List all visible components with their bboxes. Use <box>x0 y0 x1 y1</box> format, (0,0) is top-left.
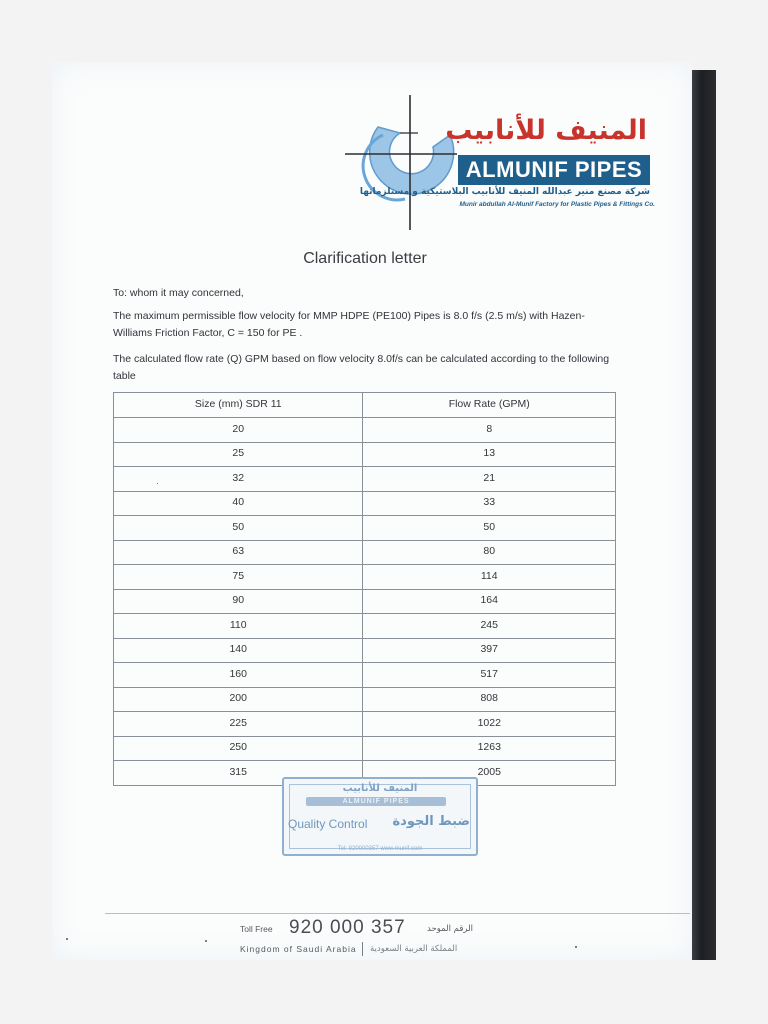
scan-speck <box>575 946 577 948</box>
scanner-shadow-edge <box>692 70 716 960</box>
table-body <box>114 418 616 786</box>
footer-phone-label-arabic: الرقم الموحد <box>427 924 474 934</box>
cell-flow-rate: 397 <box>363 638 616 663</box>
cell-flow-rate: 114 <box>363 565 616 590</box>
cell-flow-rate: 517 <box>363 663 616 688</box>
flow-rate-table <box>113 392 616 786</box>
scan-speck <box>205 940 207 942</box>
footer-phone-number: 920 000 357 <box>289 917 406 938</box>
cell-flow-rate: 2005 <box>363 761 616 786</box>
table-row <box>114 736 616 761</box>
cell-size: 140 <box>114 638 363 663</box>
footer-country-arabic: المملكة العربية السعودية <box>370 944 458 954</box>
company-logo <box>345 95 655 225</box>
cell-flow-rate: 21 <box>363 467 616 492</box>
cell-size: 160 <box>114 663 363 688</box>
company-subtitle-arabic: شركة مصنع منير عبدالله المنيف للأنابيب البلاستيكية و مستلزماتها <box>359 187 650 197</box>
stamp-quality-control: Quality Control <box>288 817 368 831</box>
company-name-english: ALMUNIF PIPES <box>458 155 650 185</box>
cell-flow-rate: 808 <box>363 687 616 712</box>
table-row <box>114 540 616 565</box>
table-row <box>114 467 616 492</box>
letter-paragraph-velocity: The maximum permissible flow velocity for MMP HDPE (PE100) Pipes is 8.0 f/s (2.5 m/s) with Hazen-Williams Friction Factor, C = 150 for PE . <box>113 310 585 339</box>
table-row <box>114 614 616 639</box>
footer-toll-free-label: Toll Free <box>240 924 273 934</box>
company-name-arabic: المنيف للأنابيب <box>445 115 647 146</box>
footer-country: Kingdom of Saudi Arabia <box>240 944 357 954</box>
cell-size: 75 <box>114 565 363 590</box>
cell-size: 40 <box>114 491 363 516</box>
cell-size: 50 <box>114 516 363 541</box>
cell-size: 200 <box>114 687 363 712</box>
stamp-quality-control-arabic: ضبط الجودة <box>392 814 470 829</box>
cell-flow-rate: 8 <box>363 418 616 443</box>
stamp-arabic-name: المنيف للأنابيب <box>342 783 418 794</box>
table-row <box>114 491 616 516</box>
table-row <box>114 687 616 712</box>
table-row <box>114 712 616 737</box>
cell-flow-rate: 245 <box>363 614 616 639</box>
stamp-footer: Tel: 920000357 www.munif.com <box>337 846 423 852</box>
table-header-row <box>114 393 616 418</box>
company-subtitle-english: Munir abdullah Al-Munif Factory for Plastic Pipes & Fittings Co. <box>459 201 655 208</box>
table-row <box>114 663 616 688</box>
footer-divider <box>105 913 690 914</box>
letter-salutation: To: whom it may concerned, <box>113 287 244 299</box>
cell-flow-rate: 50 <box>363 516 616 541</box>
table-row <box>114 418 616 443</box>
letter-title: Clarification letter <box>303 250 427 267</box>
cell-flow-rate: 1022 <box>363 712 616 737</box>
pipe-crosshair-logo-icon <box>345 95 460 230</box>
cell-flow-rate: 13 <box>363 442 616 467</box>
stamp-band-text: ALMUNIF PIPES <box>342 798 410 805</box>
header-size: Size (mm) SDR 11 <box>114 393 363 418</box>
cell-size: 110 <box>114 614 363 639</box>
cell-size: 250 <box>114 736 363 761</box>
cell-size: 225 <box>114 712 363 737</box>
cell-flow-rate: 1263 <box>363 736 616 761</box>
table-row <box>114 565 616 590</box>
cell-flow-rate: 80 <box>363 540 616 565</box>
table-row <box>114 442 616 467</box>
cell-size: 25 <box>114 442 363 467</box>
table-row <box>114 638 616 663</box>
footer-separator <box>362 942 363 956</box>
cell-flow-rate: 33 <box>363 491 616 516</box>
cell-flow-rate: 164 <box>363 589 616 614</box>
cell-size: 63 <box>114 540 363 565</box>
cell-size: 20 <box>114 418 363 443</box>
quality-control-stamp <box>282 777 478 856</box>
table-row <box>114 589 616 614</box>
stamp-band <box>306 797 446 806</box>
letter-paragraph-flow-rate: The calculated flow rate (Q) GPM based on flow velocity 8.0f/s can be calculated according to the following table <box>113 353 610 382</box>
header-flow-rate: Flow Rate (GPM) <box>363 393 616 418</box>
scan-speck <box>66 938 68 940</box>
scan-speck <box>157 483 158 484</box>
cell-size: 90 <box>114 589 363 614</box>
cell-size: 315 <box>114 761 363 786</box>
table-row <box>114 516 616 541</box>
cell-size: 32 <box>114 467 363 492</box>
